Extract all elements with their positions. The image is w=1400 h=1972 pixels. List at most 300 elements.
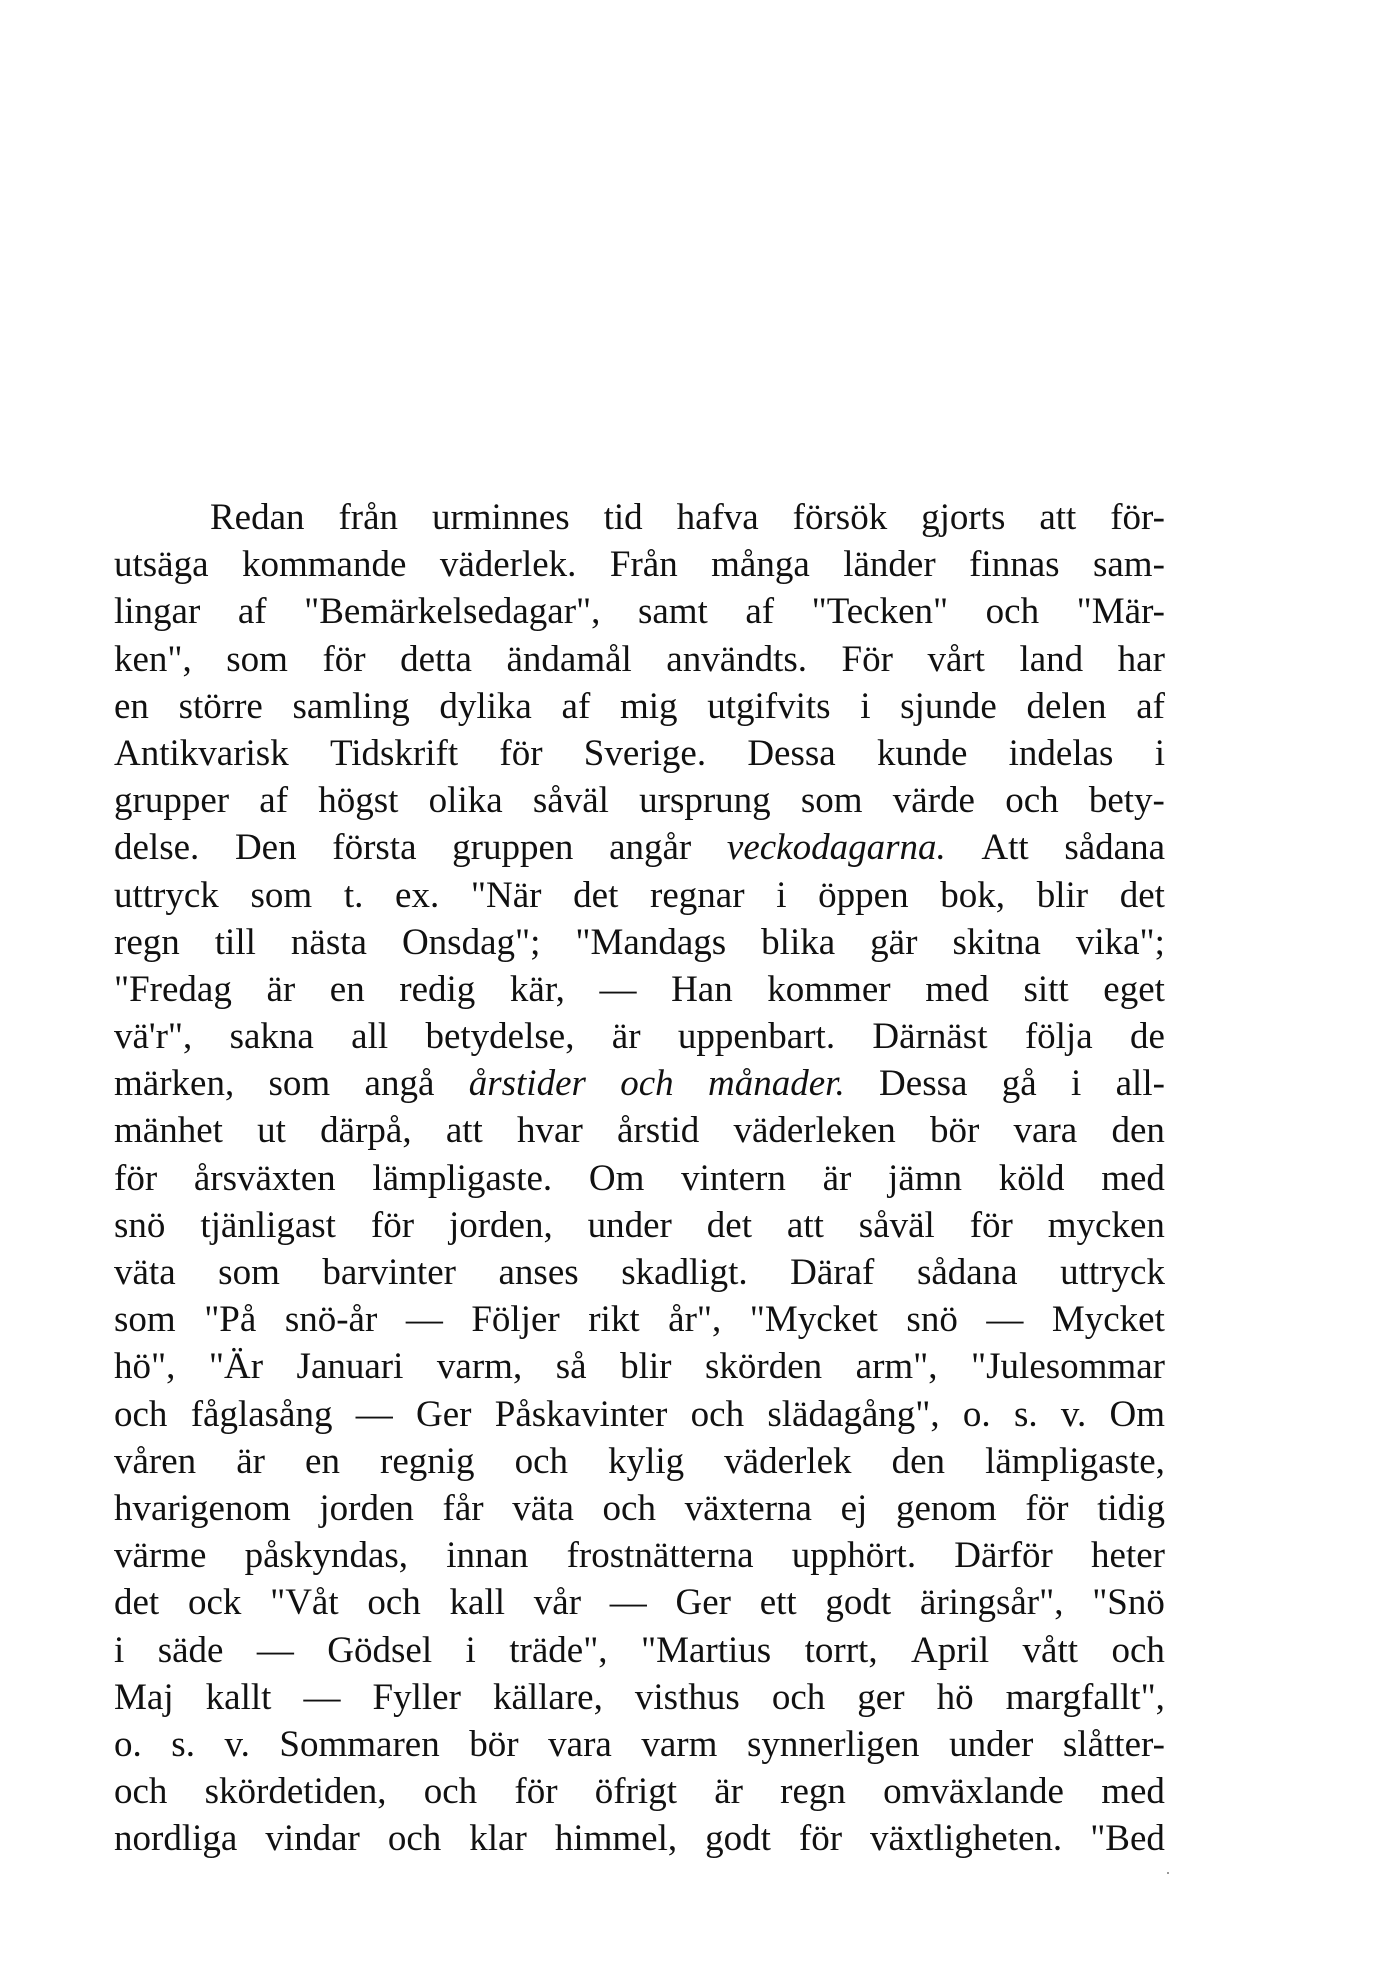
word: säde xyxy=(157,1629,224,1671)
word: väderleken xyxy=(733,1110,896,1152)
word: redig xyxy=(399,968,476,1010)
word: Onsdag"; xyxy=(401,921,541,963)
word: gå xyxy=(1001,1063,1037,1105)
word: land xyxy=(1019,638,1084,680)
word: blir xyxy=(620,1346,672,1388)
word: som xyxy=(114,1299,176,1341)
word: Gödsel xyxy=(327,1629,433,1671)
word: af xyxy=(237,591,267,633)
word: ex. xyxy=(395,874,440,916)
text-line xyxy=(114,777,1165,824)
word: delse. xyxy=(114,827,200,869)
word: jorden, xyxy=(448,1204,553,1246)
word: barvinter xyxy=(322,1252,456,1293)
text-line xyxy=(114,1532,1165,1579)
word: För xyxy=(841,638,893,680)
word: torrt, xyxy=(804,1629,878,1671)
word: därpå, xyxy=(320,1110,412,1152)
word: hafva xyxy=(676,497,759,538)
word: försök xyxy=(792,497,888,538)
word: som xyxy=(250,874,313,916)
word: anses xyxy=(498,1252,579,1293)
body-text xyxy=(114,494,1165,1862)
word: genom xyxy=(895,1487,997,1529)
word: är xyxy=(822,1157,852,1199)
word: med xyxy=(925,968,989,1010)
word: Ger xyxy=(675,1582,731,1624)
word: "Julesommar xyxy=(971,1346,1165,1388)
text-line xyxy=(114,730,1165,777)
word: kylig xyxy=(608,1440,685,1482)
word: följa xyxy=(1024,1016,1093,1058)
word: angå xyxy=(364,1063,435,1105)
word: i xyxy=(776,874,787,916)
word: väderlek. xyxy=(439,544,577,586)
word: bör xyxy=(469,1723,519,1765)
word: vintern xyxy=(681,1157,786,1199)
word: v. xyxy=(1060,1393,1087,1435)
word: i xyxy=(465,1629,476,1671)
word: nästa xyxy=(290,921,367,963)
word: Den xyxy=(234,827,297,869)
word: en xyxy=(305,1440,340,1482)
word: ut xyxy=(257,1110,286,1152)
word: samling xyxy=(292,685,410,727)
word: det xyxy=(706,1204,752,1246)
word: från xyxy=(338,497,399,538)
word: och xyxy=(620,1063,674,1105)
word: och xyxy=(602,1487,656,1529)
word: t. xyxy=(343,874,364,916)
text-line xyxy=(114,588,1165,635)
word: värme xyxy=(114,1535,207,1577)
word: s. xyxy=(171,1723,195,1765)
word: köld xyxy=(998,1157,1065,1199)
word: det xyxy=(573,874,619,916)
word: snö xyxy=(114,1204,166,1246)
text-line xyxy=(114,872,1165,919)
word: af xyxy=(259,780,289,822)
word: ändamål xyxy=(506,638,632,680)
word: nordliga xyxy=(114,1818,238,1860)
word: mänhet xyxy=(114,1110,223,1152)
text-line xyxy=(114,1815,1165,1862)
text-line xyxy=(114,1202,1165,1249)
word: för xyxy=(114,1157,158,1199)
word: varm, xyxy=(436,1346,523,1388)
word: Dessa xyxy=(747,732,836,774)
word: "På xyxy=(204,1299,257,1341)
word: för xyxy=(514,1771,558,1813)
word: och xyxy=(423,1771,478,1813)
word: vindar xyxy=(265,1818,360,1860)
word: som xyxy=(218,1252,280,1293)
word: så xyxy=(555,1346,587,1388)
word: skörden xyxy=(704,1346,823,1388)
word: "Mandags xyxy=(575,921,727,963)
word: under xyxy=(587,1204,672,1246)
word: grupper xyxy=(114,780,230,822)
word: delen xyxy=(1026,685,1107,727)
word: större xyxy=(178,685,263,727)
word: en xyxy=(114,685,149,727)
word: sådana xyxy=(1064,827,1165,869)
word: och xyxy=(114,1771,168,1813)
word: Påskavinter xyxy=(494,1393,668,1435)
text-line xyxy=(114,541,1165,588)
word: i xyxy=(1071,1063,1082,1105)
word: och xyxy=(387,1818,442,1860)
word: är xyxy=(266,968,296,1010)
word: årstider xyxy=(468,1063,586,1105)
word: vika"; xyxy=(1075,921,1165,963)
word: arm", xyxy=(855,1346,938,1388)
word: Om xyxy=(588,1157,645,1199)
text-line xyxy=(114,919,1165,966)
word: tjänligast xyxy=(200,1204,336,1246)
text-line xyxy=(114,1579,1165,1626)
word: kommande xyxy=(241,544,407,586)
text-line xyxy=(114,1249,1165,1296)
word: att xyxy=(445,1110,483,1152)
word: sådana xyxy=(916,1252,1018,1293)
word: o. xyxy=(114,1723,142,1765)
word: hö", xyxy=(114,1346,176,1388)
word: slädagång", xyxy=(767,1393,940,1435)
word: påskyndas, xyxy=(244,1535,409,1577)
word: — xyxy=(256,1629,294,1671)
word: får xyxy=(442,1487,484,1529)
word: urminnes xyxy=(431,497,570,538)
word: skadligt. xyxy=(621,1252,748,1293)
word: träde", xyxy=(509,1629,608,1671)
word: vä'r", xyxy=(114,1016,193,1058)
word: en xyxy=(329,968,365,1010)
word: jorden xyxy=(319,1487,414,1529)
word: för xyxy=(370,1204,415,1246)
text-line xyxy=(114,1674,1165,1721)
word: olika xyxy=(428,780,503,822)
word: det xyxy=(1119,874,1165,916)
word: såväl xyxy=(858,1204,935,1246)
word: April xyxy=(911,1629,990,1671)
word: skördetiden, xyxy=(204,1771,387,1813)
word: visthus xyxy=(634,1676,740,1718)
word: högst xyxy=(318,780,399,822)
word: Därför xyxy=(954,1535,1053,1577)
text-line xyxy=(114,1721,1165,1768)
word: tid xyxy=(603,497,643,538)
word: är xyxy=(611,1016,641,1058)
word: blika xyxy=(761,921,836,963)
word: synnerligen xyxy=(746,1723,920,1765)
word: "Snö xyxy=(1092,1582,1165,1624)
word: indelas xyxy=(1008,732,1114,774)
word: lämpligaste, xyxy=(985,1440,1165,1482)
word: s. xyxy=(1013,1393,1038,1435)
word: dylika xyxy=(439,685,532,727)
text-line xyxy=(114,1485,1165,1532)
word: uttryck xyxy=(114,874,219,916)
text-line xyxy=(114,1438,1165,1485)
word: Följer xyxy=(471,1299,560,1341)
word: som xyxy=(800,780,863,822)
word: innan xyxy=(446,1535,529,1577)
word: äringsår", xyxy=(919,1582,1064,1624)
word: gär xyxy=(870,921,918,963)
word: all- xyxy=(1115,1063,1165,1105)
word: o. xyxy=(962,1393,991,1435)
word: Däraf xyxy=(790,1252,875,1293)
text-line xyxy=(114,683,1165,730)
word: betydelse, xyxy=(425,1016,575,1058)
word: det xyxy=(114,1582,160,1624)
text-line xyxy=(114,1391,1165,1438)
word: "Tecken" xyxy=(811,591,949,633)
word: för xyxy=(969,1204,1013,1246)
word: omväxlande xyxy=(883,1771,1064,1813)
word: ursprung xyxy=(639,780,771,822)
word: Sverige. xyxy=(583,732,707,774)
word: källare, xyxy=(492,1676,603,1718)
word: godt xyxy=(825,1582,892,1624)
word: många xyxy=(711,544,810,586)
word: Han xyxy=(671,968,733,1010)
word: fåglasång xyxy=(190,1393,333,1435)
word: utgifvits xyxy=(707,685,831,727)
word: som xyxy=(268,1063,331,1105)
word: "Mär- xyxy=(1076,591,1165,633)
word: och xyxy=(367,1582,421,1624)
word: vått xyxy=(1022,1629,1079,1671)
word: gruppen xyxy=(452,827,574,869)
text-line xyxy=(114,494,1165,541)
word: jämn xyxy=(888,1157,963,1199)
word: för xyxy=(499,732,543,774)
word: och xyxy=(771,1676,826,1718)
word: märken, xyxy=(114,1063,235,1105)
word: länder xyxy=(843,544,936,586)
word: Maj xyxy=(114,1676,174,1718)
word: "Är xyxy=(208,1346,264,1388)
word: lingar xyxy=(114,591,201,633)
word: som xyxy=(226,638,288,680)
text-line xyxy=(114,824,1165,871)
scan-speck xyxy=(1167,1872,1169,1874)
word: den xyxy=(1111,1110,1165,1152)
word: — xyxy=(599,968,637,1010)
word: Från xyxy=(609,544,678,586)
word: att xyxy=(1039,497,1077,538)
word: "Våt xyxy=(270,1582,339,1624)
word: vara xyxy=(1013,1110,1078,1152)
word: att xyxy=(786,1204,824,1246)
word: och xyxy=(690,1393,745,1435)
word: finnas xyxy=(969,544,1060,586)
word: upphört. xyxy=(791,1535,917,1577)
word: regn xyxy=(780,1771,846,1813)
word: mycken xyxy=(1047,1204,1165,1246)
word: för xyxy=(798,1818,843,1860)
text-line xyxy=(114,1768,1165,1815)
word: öppen xyxy=(818,874,909,916)
word: ger xyxy=(857,1676,905,1718)
word: bok, xyxy=(940,874,1006,916)
word: har xyxy=(1117,638,1165,680)
word: kommer xyxy=(767,968,891,1010)
word: klar xyxy=(469,1818,527,1860)
word: "Martius xyxy=(640,1629,772,1671)
word: våren xyxy=(114,1440,197,1482)
word: regnar xyxy=(650,874,745,916)
word: är xyxy=(714,1771,743,1813)
word: i xyxy=(1154,732,1165,774)
word: väta xyxy=(512,1487,574,1529)
word: för- xyxy=(1110,497,1165,538)
word: detta xyxy=(400,638,472,680)
word: Tidskrift xyxy=(329,732,459,774)
word: öfrigt xyxy=(594,1771,677,1813)
word: i xyxy=(860,685,871,727)
word: slåtter- xyxy=(1062,1723,1165,1765)
word: himmel, xyxy=(554,1818,678,1860)
word: — xyxy=(405,1299,443,1341)
word: de xyxy=(1129,1016,1165,1058)
word: Mycket xyxy=(1051,1299,1165,1341)
word: — xyxy=(986,1299,1024,1341)
word: användts. xyxy=(666,638,808,680)
word: vårt xyxy=(927,638,985,680)
word: månader. xyxy=(708,1063,845,1105)
word: af xyxy=(1136,685,1165,727)
word: all xyxy=(351,1016,389,1058)
word: hö xyxy=(936,1676,974,1718)
word: såväl xyxy=(532,780,609,822)
word: hvar xyxy=(517,1110,583,1152)
word: årstid xyxy=(617,1110,700,1152)
word: uttryck xyxy=(1060,1252,1165,1293)
text-line xyxy=(114,1155,1165,1202)
word: frostnätterna xyxy=(566,1535,754,1577)
word: skitna xyxy=(952,921,1041,963)
word: v. xyxy=(224,1723,250,1765)
word: rikt xyxy=(588,1299,640,1341)
word: Ger xyxy=(416,1393,472,1435)
word: vara xyxy=(548,1723,612,1765)
text-line xyxy=(114,966,1165,1013)
word: Att xyxy=(981,827,1029,869)
word: utsäga xyxy=(114,544,209,586)
word: regnig xyxy=(380,1440,475,1482)
word: är xyxy=(236,1440,265,1482)
word: Januari xyxy=(296,1346,404,1388)
word: i xyxy=(114,1629,125,1671)
word: snö xyxy=(906,1299,958,1341)
word: ken", xyxy=(114,638,192,680)
word: "Mycket xyxy=(749,1299,878,1341)
word: till xyxy=(214,921,256,963)
word: väderlek xyxy=(724,1440,852,1482)
word: — xyxy=(303,1676,341,1718)
word: bety- xyxy=(1088,780,1165,822)
word: och xyxy=(985,591,1040,633)
word: "Bed xyxy=(1090,1818,1165,1860)
word: den xyxy=(891,1440,946,1482)
word: första xyxy=(332,827,417,869)
text-line xyxy=(114,1627,1165,1674)
word: sakna xyxy=(229,1016,314,1058)
word: heter xyxy=(1091,1535,1165,1577)
word: sjunde xyxy=(900,685,997,727)
word: margfallt", xyxy=(1005,1676,1165,1718)
word: och xyxy=(1111,1629,1165,1671)
word: af xyxy=(745,591,775,633)
word: vår xyxy=(533,1582,582,1624)
word: kär, xyxy=(509,968,565,1010)
text-line xyxy=(114,1060,1165,1107)
word: — xyxy=(609,1582,647,1624)
word: för xyxy=(322,638,366,680)
word: årsväxten xyxy=(193,1157,336,1199)
text-line xyxy=(114,1013,1165,1060)
word: Dessa xyxy=(879,1063,968,1105)
word: regn xyxy=(114,921,180,963)
word: sam- xyxy=(1092,544,1165,586)
word: och xyxy=(514,1440,569,1482)
word: Därnäst xyxy=(872,1016,988,1058)
word: med xyxy=(1101,1157,1165,1199)
word: ock xyxy=(187,1582,242,1624)
word: "Fredag xyxy=(114,968,232,1010)
word: uppenbart. xyxy=(677,1016,836,1058)
word: för xyxy=(1025,1487,1069,1529)
word: hvarigenom xyxy=(114,1487,291,1529)
word: tidig xyxy=(1097,1487,1165,1529)
word: under xyxy=(949,1723,1034,1765)
word: "När xyxy=(470,874,542,916)
word: och xyxy=(1005,780,1059,822)
word: blir xyxy=(1036,874,1089,916)
word: veckodagarna. xyxy=(726,827,946,869)
word: lämpligaste. xyxy=(372,1157,553,1199)
word: — xyxy=(355,1393,393,1435)
word: af xyxy=(561,685,591,727)
word: och xyxy=(114,1393,168,1435)
word: med xyxy=(1101,1771,1165,1813)
word: Fyller xyxy=(372,1676,461,1718)
word: Sommaren xyxy=(279,1723,440,1765)
word: angår xyxy=(609,827,692,869)
word: bör xyxy=(929,1110,980,1152)
word: "Bemärkelsedagar", xyxy=(304,591,601,633)
word: godt xyxy=(705,1818,771,1860)
word: eget xyxy=(1103,968,1165,1010)
word: växterna xyxy=(684,1487,812,1529)
text-line xyxy=(114,1296,1165,1343)
text-line xyxy=(114,1107,1165,1154)
word: ej xyxy=(840,1487,868,1529)
word: väta xyxy=(114,1252,176,1293)
word: mig xyxy=(619,685,678,727)
text-line xyxy=(114,1343,1165,1390)
word: växtligheten. xyxy=(870,1818,1063,1860)
word: kunde xyxy=(876,732,968,774)
word: Redan xyxy=(210,497,305,538)
text-line xyxy=(114,636,1165,683)
word: gjorts xyxy=(921,497,1006,538)
word: kallt xyxy=(205,1676,272,1718)
word: samt xyxy=(637,591,708,633)
